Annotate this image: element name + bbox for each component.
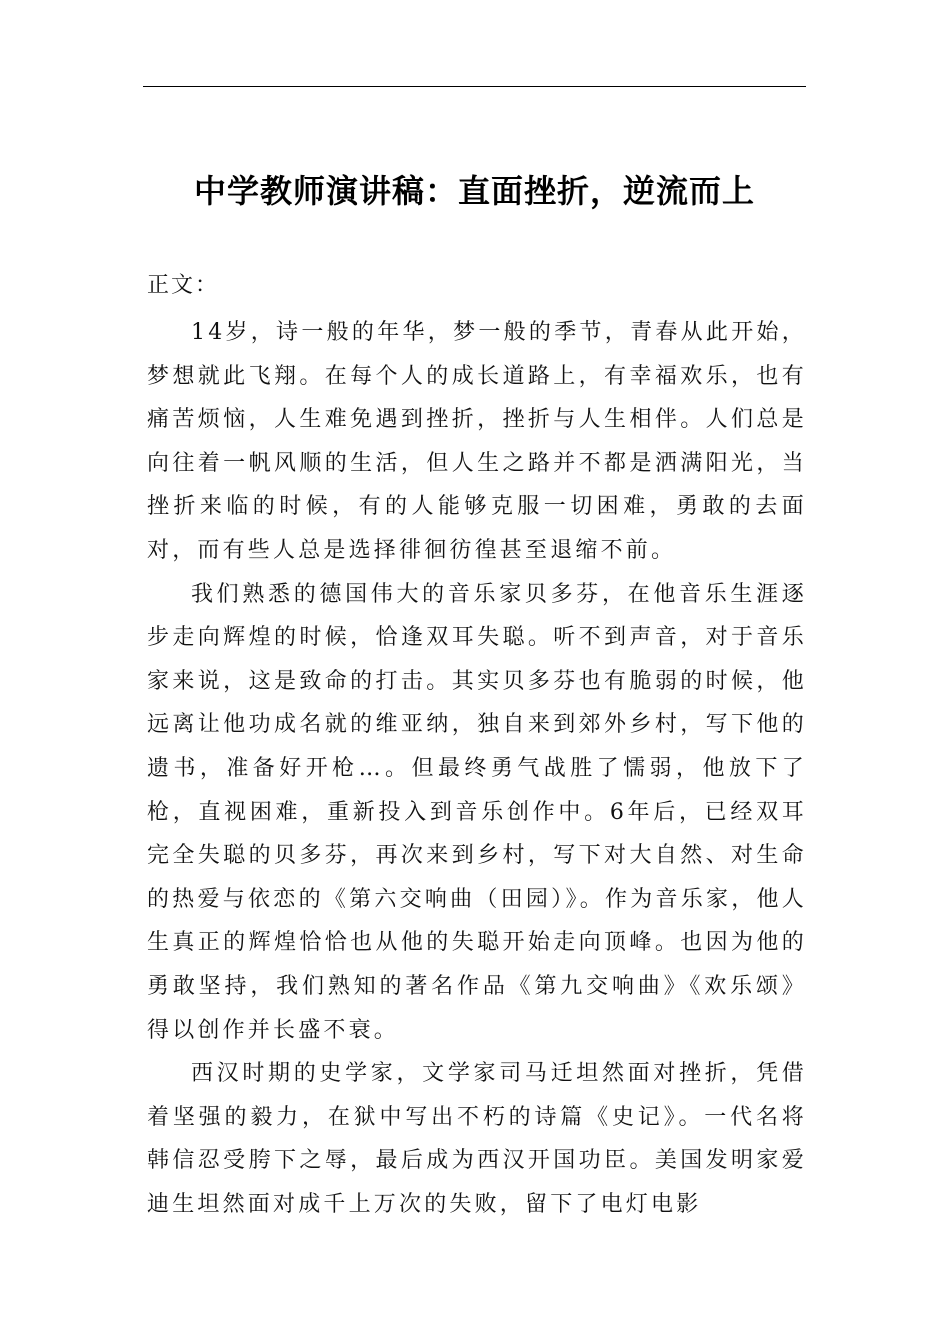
paragraph: 14岁，诗一般的年华，梦一般的季节，青春从此开始，梦想就此飞翔。在每个人的成长道路上，有幸福欢乐，也有痛苦烦恼，人生难免遇到挫折，挫折与人生相伴。人们总是向往着一帆风顺的生活，但人生之路并不都是洒满阳光，当挫折来临的时候，有的人能够克服一切困难，勇敢的去面对，而有些人总是选择徘徊彷徨甚至退缩不前。 xyxy=(147,320,807,563)
paragraph: 我们熟悉的德国伟大的音乐家贝多芬，在他音乐生涯逐步走向辉煌的时候，恰逢双耳失聪。听不到声音，对于音乐家来说，这是致命的打击。其实贝多芬也有脆弱的时候，他远离让他功成名就的维亚纳，独自来到郊外乡村，写下他的遗书，准备好开枪…。但最终勇气战胜了懦弱，他放下了枪，直视困难，重新投入到音乐创作中。6年后，已经双耳完全失聪的贝多芬，再次来到乡村，写下对大自然、对生命的热爱与依恋的《第六交响曲（田园）》。作为音乐家，他人生真正的辉煌恰恰也从他的失聪开始走向顶峰。也因为他的勇敢坚持，我们熟知的著名作品《第九交响曲》《欢乐颂》得以创作并长盛不衰。 xyxy=(147,581,807,1043)
paragraph: 西汉时期的史学家，文学家司马迁坦然面对挫折，凭借着坚强的毅力，在狱中写出不朽的诗篇《史记》。一代名将韩信忍受胯下之辱，最后成为西汉开国功臣。美国发明家爱迪生坦然面对成千上万次的失败，留下了电灯电影 xyxy=(147,1061,807,1217)
document-body xyxy=(147,311,807,1226)
header-rule xyxy=(143,86,806,87)
body-label: 正文： xyxy=(147,273,220,298)
document-title: 中学教师演讲稿：直面挫折，逆流而上 xyxy=(193,172,755,210)
